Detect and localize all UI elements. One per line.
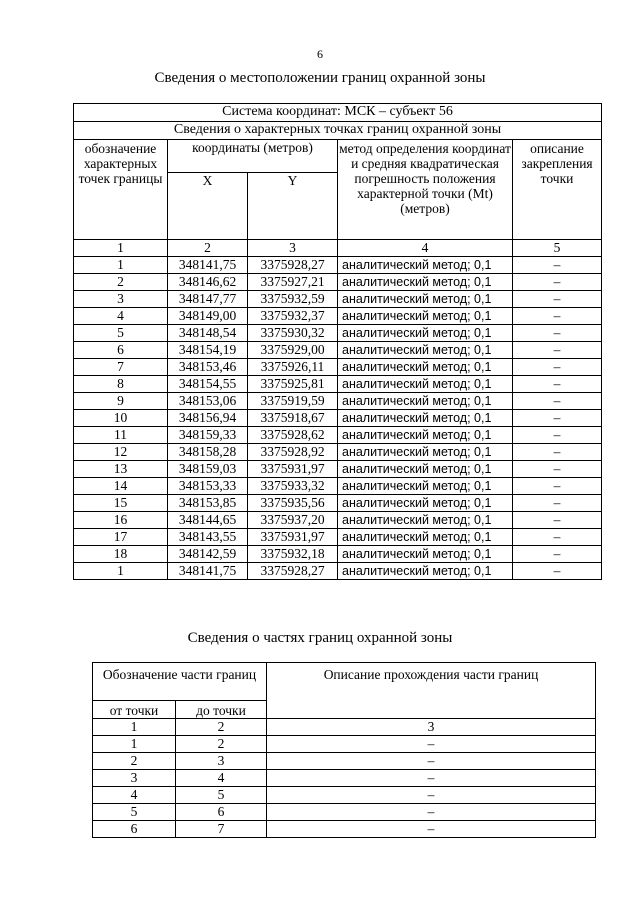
table-row — [74, 512, 602, 529]
method-cell: аналитический метод; 0,1 — [338, 291, 513, 308]
coord-x: 348153,06 — [168, 393, 248, 410]
table-row — [93, 787, 596, 804]
desc-cell: – — [513, 563, 602, 580]
point-number: 9 — [74, 393, 168, 410]
point-number: 16 — [74, 512, 168, 529]
to-point: 5 — [176, 787, 267, 804]
col-header-from: от точки — [93, 701, 176, 719]
method-cell: аналитический метод; 0,1 — [338, 274, 513, 291]
table-row — [74, 376, 602, 393]
coord-y: 3375930,32 — [248, 325, 338, 342]
coord-x: 348148,54 — [168, 325, 248, 342]
desc-cell: – — [513, 308, 602, 325]
coord-y: 3375933,32 — [248, 478, 338, 495]
method-cell: аналитический метод; 0,1 — [338, 325, 513, 342]
desc-cell: – — [513, 257, 602, 274]
part-desc: – — [267, 787, 596, 804]
point-number: 17 — [74, 529, 168, 546]
desc-cell: – — [513, 376, 602, 393]
desc-cell: – — [513, 359, 602, 376]
coord-x: 348158,28 — [168, 444, 248, 461]
from-point: 1 — [93, 736, 176, 753]
method-cell: аналитический метод; 0,1 — [338, 495, 513, 512]
point-number: 2 — [74, 274, 168, 291]
coord-x: 348153,85 — [168, 495, 248, 512]
coord-x: 348149,00 — [168, 308, 248, 325]
method-cell: аналитический метод; 0,1 — [338, 478, 513, 495]
table-row — [74, 478, 602, 495]
point-number: 1 — [74, 257, 168, 274]
part-desc: – — [267, 804, 596, 821]
coord-y: 3375935,56 — [248, 495, 338, 512]
point-number: 10 — [74, 410, 168, 427]
point-number: 11 — [74, 427, 168, 444]
coord-x: 348153,46 — [168, 359, 248, 376]
point-number: 13 — [74, 461, 168, 478]
to-point: 6 — [176, 804, 267, 821]
table-row — [74, 495, 602, 512]
coord-y: 3375932,59 — [248, 291, 338, 308]
table-row — [74, 529, 602, 546]
col-header-method: метод определения координат и средняя квадратическая погрешность положения характерной точки (Mt) (метров) — [338, 140, 513, 240]
coord-x: 348156,94 — [168, 410, 248, 427]
coord-y: 3375937,20 — [248, 512, 338, 529]
from-point: 2 — [93, 753, 176, 770]
desc-cell: – — [513, 546, 602, 563]
table-row — [74, 393, 602, 410]
page-number: 6 — [317, 47, 323, 61]
coord-y: 3375931,97 — [248, 461, 338, 478]
col-header-coords: координаты (метров) — [168, 140, 338, 173]
col-header-y: Y — [248, 173, 338, 240]
method-cell: аналитический метод; 0,1 — [338, 529, 513, 546]
method-cell: аналитический метод; 0,1 — [338, 257, 513, 274]
from-point: 4 — [93, 787, 176, 804]
column-number-row — [74, 240, 602, 257]
table-row — [74, 444, 602, 461]
point-number: 14 — [74, 478, 168, 495]
points-header: Сведения о характерных точках границ охранной зоны — [74, 122, 602, 140]
point-number: 1 — [74, 563, 168, 580]
desc-cell: – — [513, 342, 602, 359]
table-row — [74, 342, 602, 359]
section-title-parts: Сведения о частях границ охранной зоны — [187, 630, 453, 646]
coord-x: 348144,65 — [168, 512, 248, 529]
desc-cell: – — [513, 410, 602, 427]
coord-system-header: Система координат: МСК – субъект 56 — [74, 104, 602, 122]
point-number: 12 — [74, 444, 168, 461]
table-row — [74, 546, 602, 563]
desc-cell: – — [513, 461, 602, 478]
coord-x: 348154,55 — [168, 376, 248, 393]
method-cell: аналитический метод; 0,1 — [338, 393, 513, 410]
coord-y: 3375929,00 — [248, 342, 338, 359]
coord-x: 348159,03 — [168, 461, 248, 478]
coord-x: 348147,77 — [168, 291, 248, 308]
coord-y: 3375919,59 — [248, 393, 338, 410]
from-point: 5 — [93, 804, 176, 821]
table-row — [93, 770, 596, 787]
point-number: 4 — [74, 308, 168, 325]
table-row — [93, 736, 596, 753]
desc-cell: – — [513, 529, 602, 546]
col-header-desc: описание закрепления точки — [513, 140, 602, 240]
coord-y: 3375928,62 — [248, 427, 338, 444]
col-header-point: обозначение характерных точек границы — [74, 140, 168, 240]
method-cell: аналитический метод; 0,1 — [338, 444, 513, 461]
col-header-part: Обозначение части границ — [93, 663, 267, 701]
column-number-row — [93, 719, 596, 736]
coordinates-table — [73, 103, 602, 580]
part-desc: – — [267, 821, 596, 838]
point-number: 18 — [74, 546, 168, 563]
coord-x: 348154,19 — [168, 342, 248, 359]
coord-y: 3375926,11 — [248, 359, 338, 376]
method-cell: аналитический метод; 0,1 — [338, 563, 513, 580]
table-row — [74, 563, 602, 580]
method-cell: аналитический метод; 0,1 — [338, 461, 513, 478]
column-number: 2 — [176, 719, 267, 736]
coord-y: 3375918,67 — [248, 410, 338, 427]
coord-y: 3375928,92 — [248, 444, 338, 461]
section-title-location: Сведения о местоположении границ охранной зоны — [154, 70, 486, 86]
table-row — [74, 359, 602, 376]
column-number: 3 — [248, 240, 338, 257]
table-row — [74, 291, 602, 308]
point-number: 15 — [74, 495, 168, 512]
desc-cell: – — [513, 444, 602, 461]
column-number: 1 — [74, 240, 168, 257]
part-desc: – — [267, 736, 596, 753]
table-row — [74, 325, 602, 342]
to-point: 7 — [176, 821, 267, 838]
to-point: 4 — [176, 770, 267, 787]
coord-x: 348143,55 — [168, 529, 248, 546]
point-number: 5 — [74, 325, 168, 342]
column-number: 5 — [513, 240, 602, 257]
coord-y: 3375932,37 — [248, 308, 338, 325]
coord-x: 348142,59 — [168, 546, 248, 563]
method-cell: аналитический метод; 0,1 — [338, 546, 513, 563]
column-number: 3 — [267, 719, 596, 736]
coord-y: 3375927,21 — [248, 274, 338, 291]
coord-y: 3375928,27 — [248, 563, 338, 580]
desc-cell: – — [513, 291, 602, 308]
method-cell: аналитический метод; 0,1 — [338, 512, 513, 529]
col-header-part-desc: Описание прохождения части границ — [267, 663, 596, 719]
desc-cell: – — [513, 325, 602, 342]
to-point: 2 — [176, 736, 267, 753]
method-cell: аналитический метод; 0,1 — [338, 342, 513, 359]
table-row — [93, 804, 596, 821]
point-number: 7 — [74, 359, 168, 376]
table-row — [74, 308, 602, 325]
method-cell: аналитический метод; 0,1 — [338, 308, 513, 325]
coord-x: 348141,75 — [168, 563, 248, 580]
coord-y: 3375928,27 — [248, 257, 338, 274]
point-number: 6 — [74, 342, 168, 359]
table-row — [93, 821, 596, 838]
method-cell: аналитический метод; 0,1 — [338, 376, 513, 393]
desc-cell: – — [513, 495, 602, 512]
desc-cell: – — [513, 393, 602, 410]
coord-x: 348159,33 — [168, 427, 248, 444]
method-cell: аналитический метод; 0,1 — [338, 427, 513, 444]
col-header-to: до точки — [176, 701, 267, 719]
col-header-x: X — [168, 173, 248, 240]
column-number: 4 — [338, 240, 513, 257]
desc-cell: – — [513, 512, 602, 529]
from-point: 3 — [93, 770, 176, 787]
coord-y: 3375932,18 — [248, 546, 338, 563]
method-cell: аналитический метод; 0,1 — [338, 410, 513, 427]
point-number: 8 — [74, 376, 168, 393]
table-row — [93, 753, 596, 770]
parts-table — [92, 662, 596, 838]
to-point: 3 — [176, 753, 267, 770]
desc-cell: – — [513, 274, 602, 291]
from-point: 6 — [93, 821, 176, 838]
table-row — [74, 427, 602, 444]
table-row — [74, 257, 602, 274]
table-row — [74, 410, 602, 427]
desc-cell: – — [513, 427, 602, 444]
table-row — [74, 461, 602, 478]
coord-x: 348146,62 — [168, 274, 248, 291]
coord-x: 348141,75 — [168, 257, 248, 274]
column-number: 1 — [93, 719, 176, 736]
method-cell: аналитический метод; 0,1 — [338, 359, 513, 376]
part-desc: – — [267, 753, 596, 770]
part-desc: – — [267, 770, 596, 787]
point-number: 3 — [74, 291, 168, 308]
coord-y: 3375931,97 — [248, 529, 338, 546]
table-row — [74, 274, 602, 291]
coord-y: 3375925,81 — [248, 376, 338, 393]
coord-x: 348153,33 — [168, 478, 248, 495]
desc-cell: – — [513, 478, 602, 495]
column-number: 2 — [168, 240, 248, 257]
